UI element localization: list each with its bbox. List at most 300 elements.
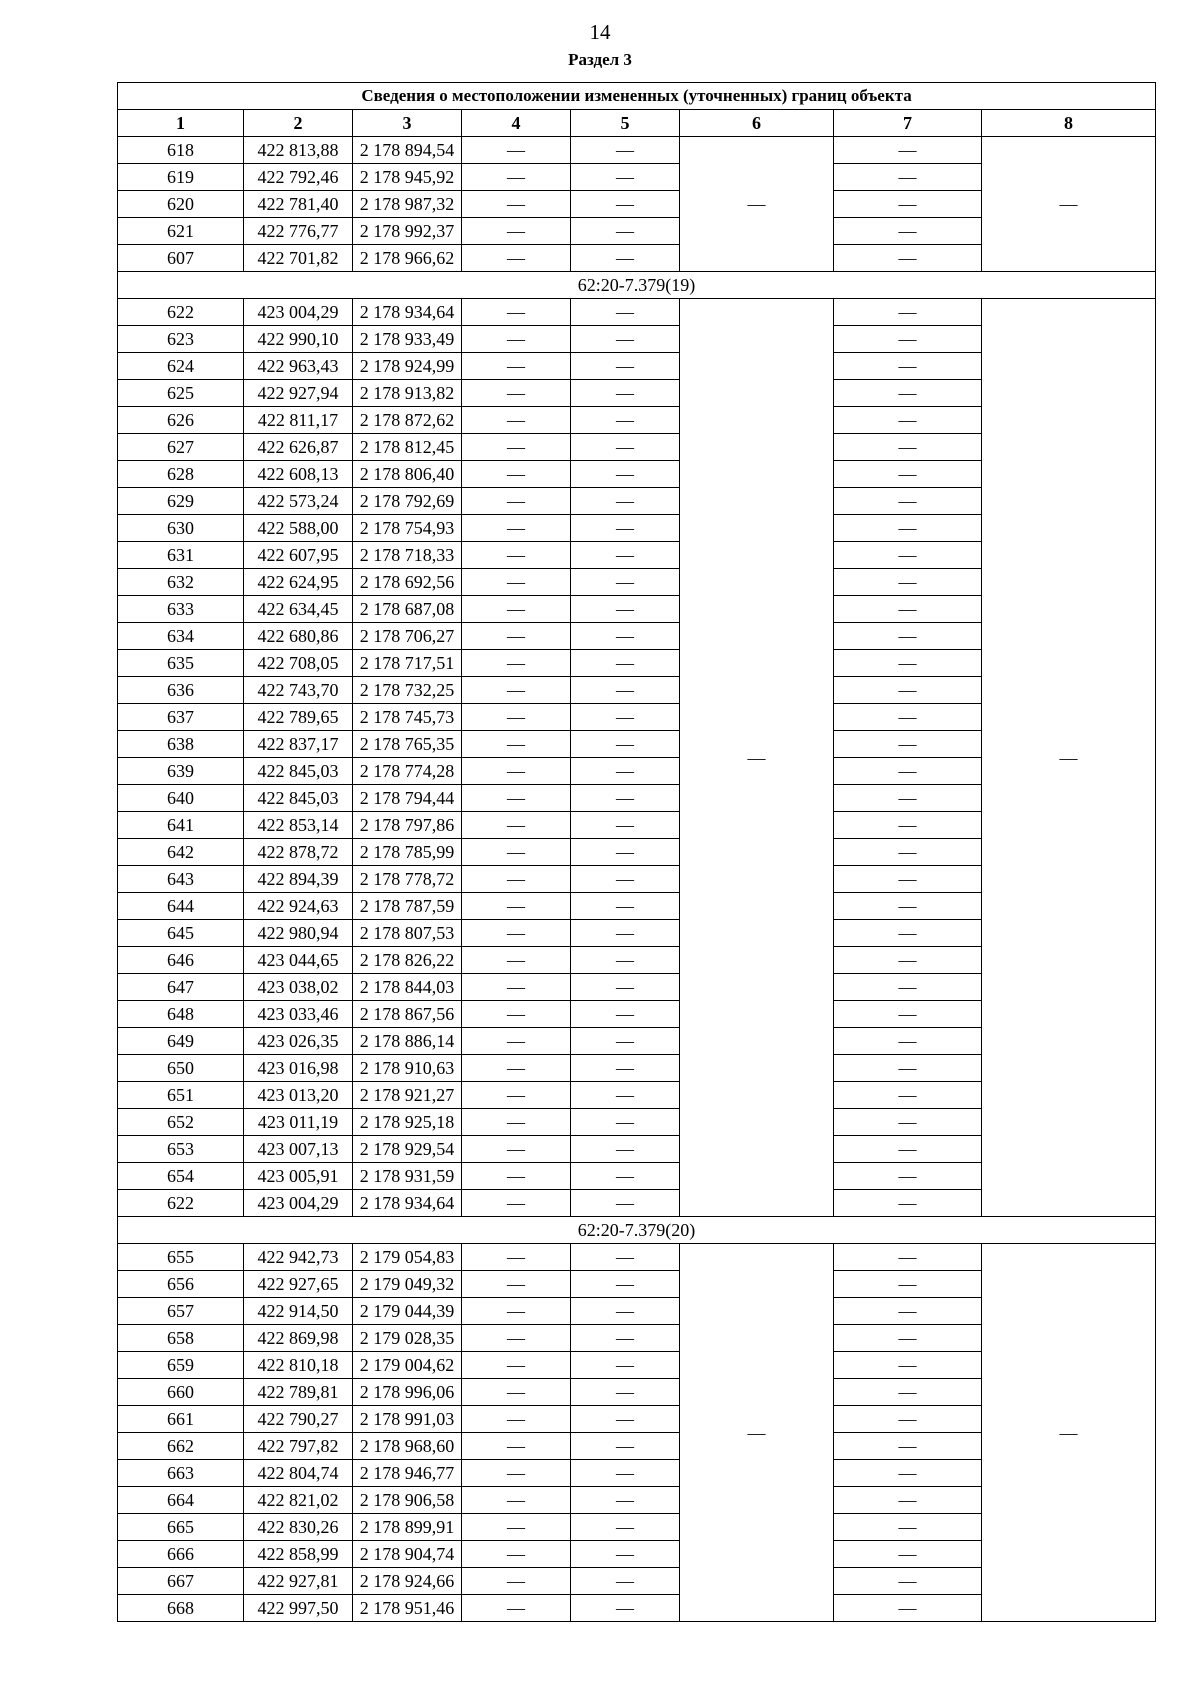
column-4-cell: — [462,1406,571,1433]
point-number-cell: 635 [118,650,244,677]
column-7-cell: — [834,299,982,326]
column-7-cell: — [834,1406,982,1433]
point-number-cell: 641 [118,812,244,839]
x-coordinate-cell: 422 608,13 [244,461,353,488]
x-coordinate-cell: 422 990,10 [244,326,353,353]
point-number-cell: 645 [118,920,244,947]
point-number-cell: 627 [118,434,244,461]
column-5-cell: — [571,785,680,812]
point-number-cell: 651 [118,1082,244,1109]
x-coordinate-cell: 422 942,73 [244,1244,353,1271]
y-coordinate-cell: 2 178 886,14 [353,1028,462,1055]
x-coordinate-cell: 423 007,13 [244,1136,353,1163]
x-coordinate-cell: 423 038,02 [244,974,353,1001]
column-5-cell: — [571,407,680,434]
point-number-cell: 646 [118,947,244,974]
point-number-cell: 620 [118,191,244,218]
column-4-cell: — [462,596,571,623]
point-number-cell: 666 [118,1541,244,1568]
column-5-cell: — [571,353,680,380]
y-coordinate-cell: 2 178 687,08 [353,596,462,623]
column-4-cell: — [462,1109,571,1136]
x-coordinate-cell: 422 858,99 [244,1541,353,1568]
table-body [118,137,1156,1622]
column-header: 8 [982,110,1156,137]
x-coordinate-cell: 422 878,72 [244,839,353,866]
y-coordinate-cell: 2 178 906,58 [353,1487,462,1514]
point-number-cell: 618 [118,137,244,164]
column-5-cell: — [571,1325,680,1352]
table-row [118,1244,1156,1271]
x-coordinate-cell: 423 016,98 [244,1055,353,1082]
column-7-cell: — [834,434,982,461]
column-5-cell: — [571,434,680,461]
x-coordinate-cell: 423 011,19 [244,1109,353,1136]
column-7-cell: — [834,1028,982,1055]
column-4-cell: — [462,812,571,839]
column-4-cell: — [462,1190,571,1217]
x-coordinate-cell: 422 869,98 [244,1325,353,1352]
coordinates-table [117,82,1156,1622]
column-4-cell: — [462,947,571,974]
y-coordinate-cell: 2 178 910,63 [353,1055,462,1082]
table-caption: Сведения о местоположении измененных (уточненных) границ объекта [118,83,1156,110]
y-coordinate-cell: 2 178 785,99 [353,839,462,866]
x-coordinate-cell: 423 005,91 [244,1163,353,1190]
column-7-cell: — [834,758,982,785]
x-coordinate-cell: 422 790,27 [244,1406,353,1433]
point-number-cell: 631 [118,542,244,569]
column-7-cell: — [834,245,982,272]
x-coordinate-cell: 423 013,20 [244,1082,353,1109]
point-number-cell: 621 [118,218,244,245]
column-7-cell: — [834,326,982,353]
column-5-cell: — [571,461,680,488]
column-header: 6 [680,110,834,137]
column-7-cell: — [834,1325,982,1352]
point-number-cell: 624 [118,353,244,380]
point-number-cell: 644 [118,893,244,920]
point-number-cell: 647 [118,974,244,1001]
group-label: 62:20-7.379(19) [118,272,1156,299]
column-5-cell: — [571,974,680,1001]
x-coordinate-cell: 422 894,39 [244,866,353,893]
point-number-cell: 638 [118,731,244,758]
table-row [118,137,1156,164]
y-coordinate-cell: 2 178 807,53 [353,920,462,947]
column-4-cell: — [462,1433,571,1460]
x-coordinate-cell: 422 830,26 [244,1514,353,1541]
y-coordinate-cell: 2 178 732,25 [353,677,462,704]
column-6-cell: — [680,137,834,272]
x-coordinate-cell: 422 924,63 [244,893,353,920]
y-coordinate-cell: 2 178 765,35 [353,731,462,758]
column-4-cell: — [462,677,571,704]
point-number-cell: 656 [118,1271,244,1298]
group-header-row [118,1217,1156,1244]
column-5-cell: — [571,812,680,839]
x-coordinate-cell: 422 821,02 [244,1487,353,1514]
y-coordinate-cell: 2 178 934,64 [353,1190,462,1217]
y-coordinate-cell: 2 178 992,37 [353,218,462,245]
column-5-cell: — [571,1109,680,1136]
column-4-cell: — [462,353,571,380]
point-number-cell: 653 [118,1136,244,1163]
column-5-cell: — [571,947,680,974]
column-4-cell: — [462,1352,571,1379]
column-4-cell: — [462,218,571,245]
column-7-cell: — [834,1352,982,1379]
x-coordinate-cell: 422 845,03 [244,758,353,785]
column-7-cell: — [834,515,982,542]
column-4-cell: — [462,1541,571,1568]
column-7-cell: — [834,1109,982,1136]
y-coordinate-cell: 2 178 797,86 [353,812,462,839]
point-number-cell: 625 [118,380,244,407]
column-header-row [118,110,1156,137]
column-5-cell: — [571,1433,680,1460]
column-7-cell: — [834,677,982,704]
x-coordinate-cell: 422 701,82 [244,245,353,272]
y-coordinate-cell: 2 178 924,66 [353,1568,462,1595]
column-4-cell: — [462,542,571,569]
y-coordinate-cell: 2 178 867,56 [353,1001,462,1028]
table-row [118,299,1156,326]
point-number-cell: 662 [118,1433,244,1460]
y-coordinate-cell: 2 178 787,59 [353,893,462,920]
column-7-cell: — [834,893,982,920]
column-7-cell: — [834,947,982,974]
column-7-cell: — [834,1271,982,1298]
column-5-cell: — [571,920,680,947]
point-number-cell: 658 [118,1325,244,1352]
column-5-cell: — [571,704,680,731]
column-7-cell: — [834,380,982,407]
point-number-cell: 629 [118,488,244,515]
column-5-cell: — [571,677,680,704]
column-4-cell: — [462,650,571,677]
column-7-cell: — [834,488,982,515]
column-7-cell: — [834,974,982,1001]
point-number-cell: 630 [118,515,244,542]
column-5-cell: — [571,1136,680,1163]
point-number-cell: 649 [118,1028,244,1055]
column-7-cell: — [834,1595,982,1622]
column-6-cell: — [680,299,834,1217]
column-5-cell: — [571,1298,680,1325]
column-7-cell: — [834,812,982,839]
column-header: 4 [462,110,571,137]
column-7-cell: — [834,164,982,191]
x-coordinate-cell: 422 927,81 [244,1568,353,1595]
column-4-cell: — [462,758,571,785]
column-header: 5 [571,110,680,137]
column-7-cell: — [834,542,982,569]
column-5-cell: — [571,1190,680,1217]
column-7-cell: — [834,353,982,380]
column-8-cell: — [982,299,1156,1217]
column-4-cell: — [462,1001,571,1028]
column-7-cell: — [834,1001,982,1028]
x-coordinate-cell: 422 607,95 [244,542,353,569]
point-number-cell: 623 [118,326,244,353]
column-7-cell: — [834,731,982,758]
column-7-cell: — [834,1055,982,1082]
x-coordinate-cell: 423 004,29 [244,1190,353,1217]
column-7-cell: — [834,839,982,866]
x-coordinate-cell: 422 997,50 [244,1595,353,1622]
x-coordinate-cell: 422 797,82 [244,1433,353,1460]
point-number-cell: 636 [118,677,244,704]
column-4-cell: — [462,1271,571,1298]
x-coordinate-cell: 422 927,94 [244,380,353,407]
column-7-cell: — [834,1568,982,1595]
column-4-cell: — [462,1244,571,1271]
column-5-cell: — [571,137,680,164]
point-number-cell: 664 [118,1487,244,1514]
x-coordinate-cell: 422 624,95 [244,569,353,596]
column-5-cell: — [571,191,680,218]
column-4-cell: — [462,785,571,812]
column-4-cell: — [462,1487,571,1514]
column-5-cell: — [571,1163,680,1190]
column-5-cell: — [571,515,680,542]
column-4-cell: — [462,1028,571,1055]
column-5-cell: — [571,1082,680,1109]
y-coordinate-cell: 2 178 991,03 [353,1406,462,1433]
y-coordinate-cell: 2 178 925,18 [353,1109,462,1136]
column-4-cell: — [462,1082,571,1109]
column-header: 2 [244,110,353,137]
y-coordinate-cell: 2 179 054,83 [353,1244,462,1271]
column-7-cell: — [834,218,982,245]
column-4-cell: — [462,407,571,434]
column-7-cell: — [834,1136,982,1163]
y-coordinate-cell: 2 178 894,54 [353,137,462,164]
column-5-cell: — [571,1514,680,1541]
point-number-cell: 626 [118,407,244,434]
y-coordinate-cell: 2 179 049,32 [353,1271,462,1298]
column-4-cell: — [462,1379,571,1406]
group-header-row [118,272,1156,299]
x-coordinate-cell: 422 810,18 [244,1352,353,1379]
column-7-cell: — [834,407,982,434]
column-5-cell: — [571,596,680,623]
point-number-cell: 667 [118,1568,244,1595]
column-header: 7 [834,110,982,137]
column-4-cell: — [462,974,571,1001]
y-coordinate-cell: 2 178 806,40 [353,461,462,488]
point-number-cell: 654 [118,1163,244,1190]
y-coordinate-cell: 2 178 913,82 [353,380,462,407]
group-label: 62:20-7.379(20) [118,1217,1156,1244]
point-number-cell: 632 [118,569,244,596]
column-4-cell: — [462,434,571,461]
column-7-cell: — [834,866,982,893]
y-coordinate-cell: 2 178 778,72 [353,866,462,893]
column-7-cell: — [834,191,982,218]
y-coordinate-cell: 2 179 004,62 [353,1352,462,1379]
column-7-cell: — [834,623,982,650]
x-coordinate-cell: 422 708,05 [244,650,353,677]
column-4-cell: — [462,515,571,542]
y-coordinate-cell: 2 179 028,35 [353,1325,462,1352]
column-5-cell: — [571,542,680,569]
column-4-cell: — [462,245,571,272]
x-coordinate-cell: 423 044,65 [244,947,353,974]
point-number-cell: 648 [118,1001,244,1028]
column-4-cell: — [462,1055,571,1082]
y-coordinate-cell: 2 178 812,45 [353,434,462,461]
column-7-cell: — [834,596,982,623]
column-header: 1 [118,110,244,137]
x-coordinate-cell: 422 789,81 [244,1379,353,1406]
y-coordinate-cell: 2 178 844,03 [353,974,462,1001]
column-4-cell: — [462,191,571,218]
x-coordinate-cell: 422 804,74 [244,1460,353,1487]
x-coordinate-cell: 423 004,29 [244,299,353,326]
x-coordinate-cell: 422 781,40 [244,191,353,218]
x-coordinate-cell: 422 792,46 [244,164,353,191]
y-coordinate-cell: 2 178 929,54 [353,1136,462,1163]
column-7-cell: — [834,1082,982,1109]
y-coordinate-cell: 2 178 931,59 [353,1163,462,1190]
column-4-cell: — [462,137,571,164]
column-5-cell: — [571,1001,680,1028]
y-coordinate-cell: 2 178 754,93 [353,515,462,542]
y-coordinate-cell: 2 178 987,32 [353,191,462,218]
y-coordinate-cell: 2 178 924,99 [353,353,462,380]
column-5-cell: — [571,1406,680,1433]
y-coordinate-cell: 2 178 774,28 [353,758,462,785]
column-7-cell: — [834,920,982,947]
column-8-cell: — [982,1244,1156,1622]
point-number-cell: 657 [118,1298,244,1325]
column-4-cell: — [462,326,571,353]
x-coordinate-cell: 422 963,43 [244,353,353,380]
column-5-cell: — [571,1541,680,1568]
page-number: 14 [589,20,611,44]
point-number-cell: 668 [118,1595,244,1622]
x-coordinate-cell: 422 853,14 [244,812,353,839]
column-5-cell: — [571,893,680,920]
column-5-cell: — [571,650,680,677]
column-4-cell: — [462,893,571,920]
y-coordinate-cell: 2 178 718,33 [353,542,462,569]
point-number-cell: 663 [118,1460,244,1487]
column-4-cell: — [462,1595,571,1622]
section-title: Раздел 3 [568,50,632,69]
column-header: 3 [353,110,462,137]
column-5-cell: — [571,218,680,245]
column-5-cell: — [571,758,680,785]
column-7-cell: — [834,1514,982,1541]
x-coordinate-cell: 422 813,88 [244,137,353,164]
column-5-cell: — [571,245,680,272]
y-coordinate-cell: 2 178 692,56 [353,569,462,596]
column-4-cell: — [462,299,571,326]
y-coordinate-cell: 2 178 872,62 [353,407,462,434]
x-coordinate-cell: 422 743,70 [244,677,353,704]
x-coordinate-cell: 422 573,24 [244,488,353,515]
point-number-cell: 619 [118,164,244,191]
column-5-cell: — [571,731,680,758]
point-number-cell: 607 [118,245,244,272]
column-7-cell: — [834,1379,982,1406]
y-coordinate-cell: 2 178 899,91 [353,1514,462,1541]
column-4-cell: — [462,461,571,488]
x-coordinate-cell: 422 588,00 [244,515,353,542]
column-7-cell: — [834,137,982,164]
column-5-cell: — [571,488,680,515]
column-7-cell: — [834,1298,982,1325]
x-coordinate-cell: 422 980,94 [244,920,353,947]
y-coordinate-cell: 2 178 904,74 [353,1541,462,1568]
point-number-cell: 622 [118,1190,244,1217]
y-coordinate-cell: 2 178 946,77 [353,1460,462,1487]
column-4-cell: — [462,731,571,758]
column-5-cell: — [571,164,680,191]
point-number-cell: 622 [118,299,244,326]
column-5-cell: — [571,1460,680,1487]
column-7-cell: — [834,461,982,488]
point-number-cell: 660 [118,1379,244,1406]
column-7-cell: — [834,704,982,731]
point-number-cell: 637 [118,704,244,731]
point-number-cell: 633 [118,596,244,623]
y-coordinate-cell: 2 178 951,46 [353,1595,462,1622]
y-coordinate-cell: 2 178 934,64 [353,299,462,326]
column-4-cell: — [462,488,571,515]
column-5-cell: — [571,623,680,650]
x-coordinate-cell: 423 026,35 [244,1028,353,1055]
x-coordinate-cell: 422 914,50 [244,1298,353,1325]
column-7-cell: — [834,569,982,596]
point-number-cell: 628 [118,461,244,488]
column-7-cell: — [834,1163,982,1190]
column-5-cell: — [571,569,680,596]
y-coordinate-cell: 2 178 945,92 [353,164,462,191]
point-number-cell: 661 [118,1406,244,1433]
column-5-cell: — [571,1271,680,1298]
y-coordinate-cell: 2 178 996,06 [353,1379,462,1406]
y-coordinate-cell: 2 178 921,27 [353,1082,462,1109]
column-4-cell: — [462,839,571,866]
column-7-cell: — [834,1487,982,1514]
point-number-cell: 634 [118,623,244,650]
column-5-cell: — [571,1487,680,1514]
column-5-cell: — [571,1595,680,1622]
column-4-cell: — [462,569,571,596]
column-4-cell: — [462,866,571,893]
column-4-cell: — [462,1460,571,1487]
x-coordinate-cell: 423 033,46 [244,1001,353,1028]
column-4-cell: — [462,1325,571,1352]
x-coordinate-cell: 422 634,45 [244,596,353,623]
column-5-cell: — [571,326,680,353]
column-7-cell: — [834,785,982,812]
point-number-cell: 650 [118,1055,244,1082]
column-5-cell: — [571,839,680,866]
point-number-cell: 642 [118,839,244,866]
column-7-cell: — [834,1190,982,1217]
point-number-cell: 652 [118,1109,244,1136]
column-4-cell: — [462,623,571,650]
point-number-cell: 639 [118,758,244,785]
point-number-cell: 665 [118,1514,244,1541]
column-5-cell: — [571,1028,680,1055]
y-coordinate-cell: 2 178 933,49 [353,326,462,353]
